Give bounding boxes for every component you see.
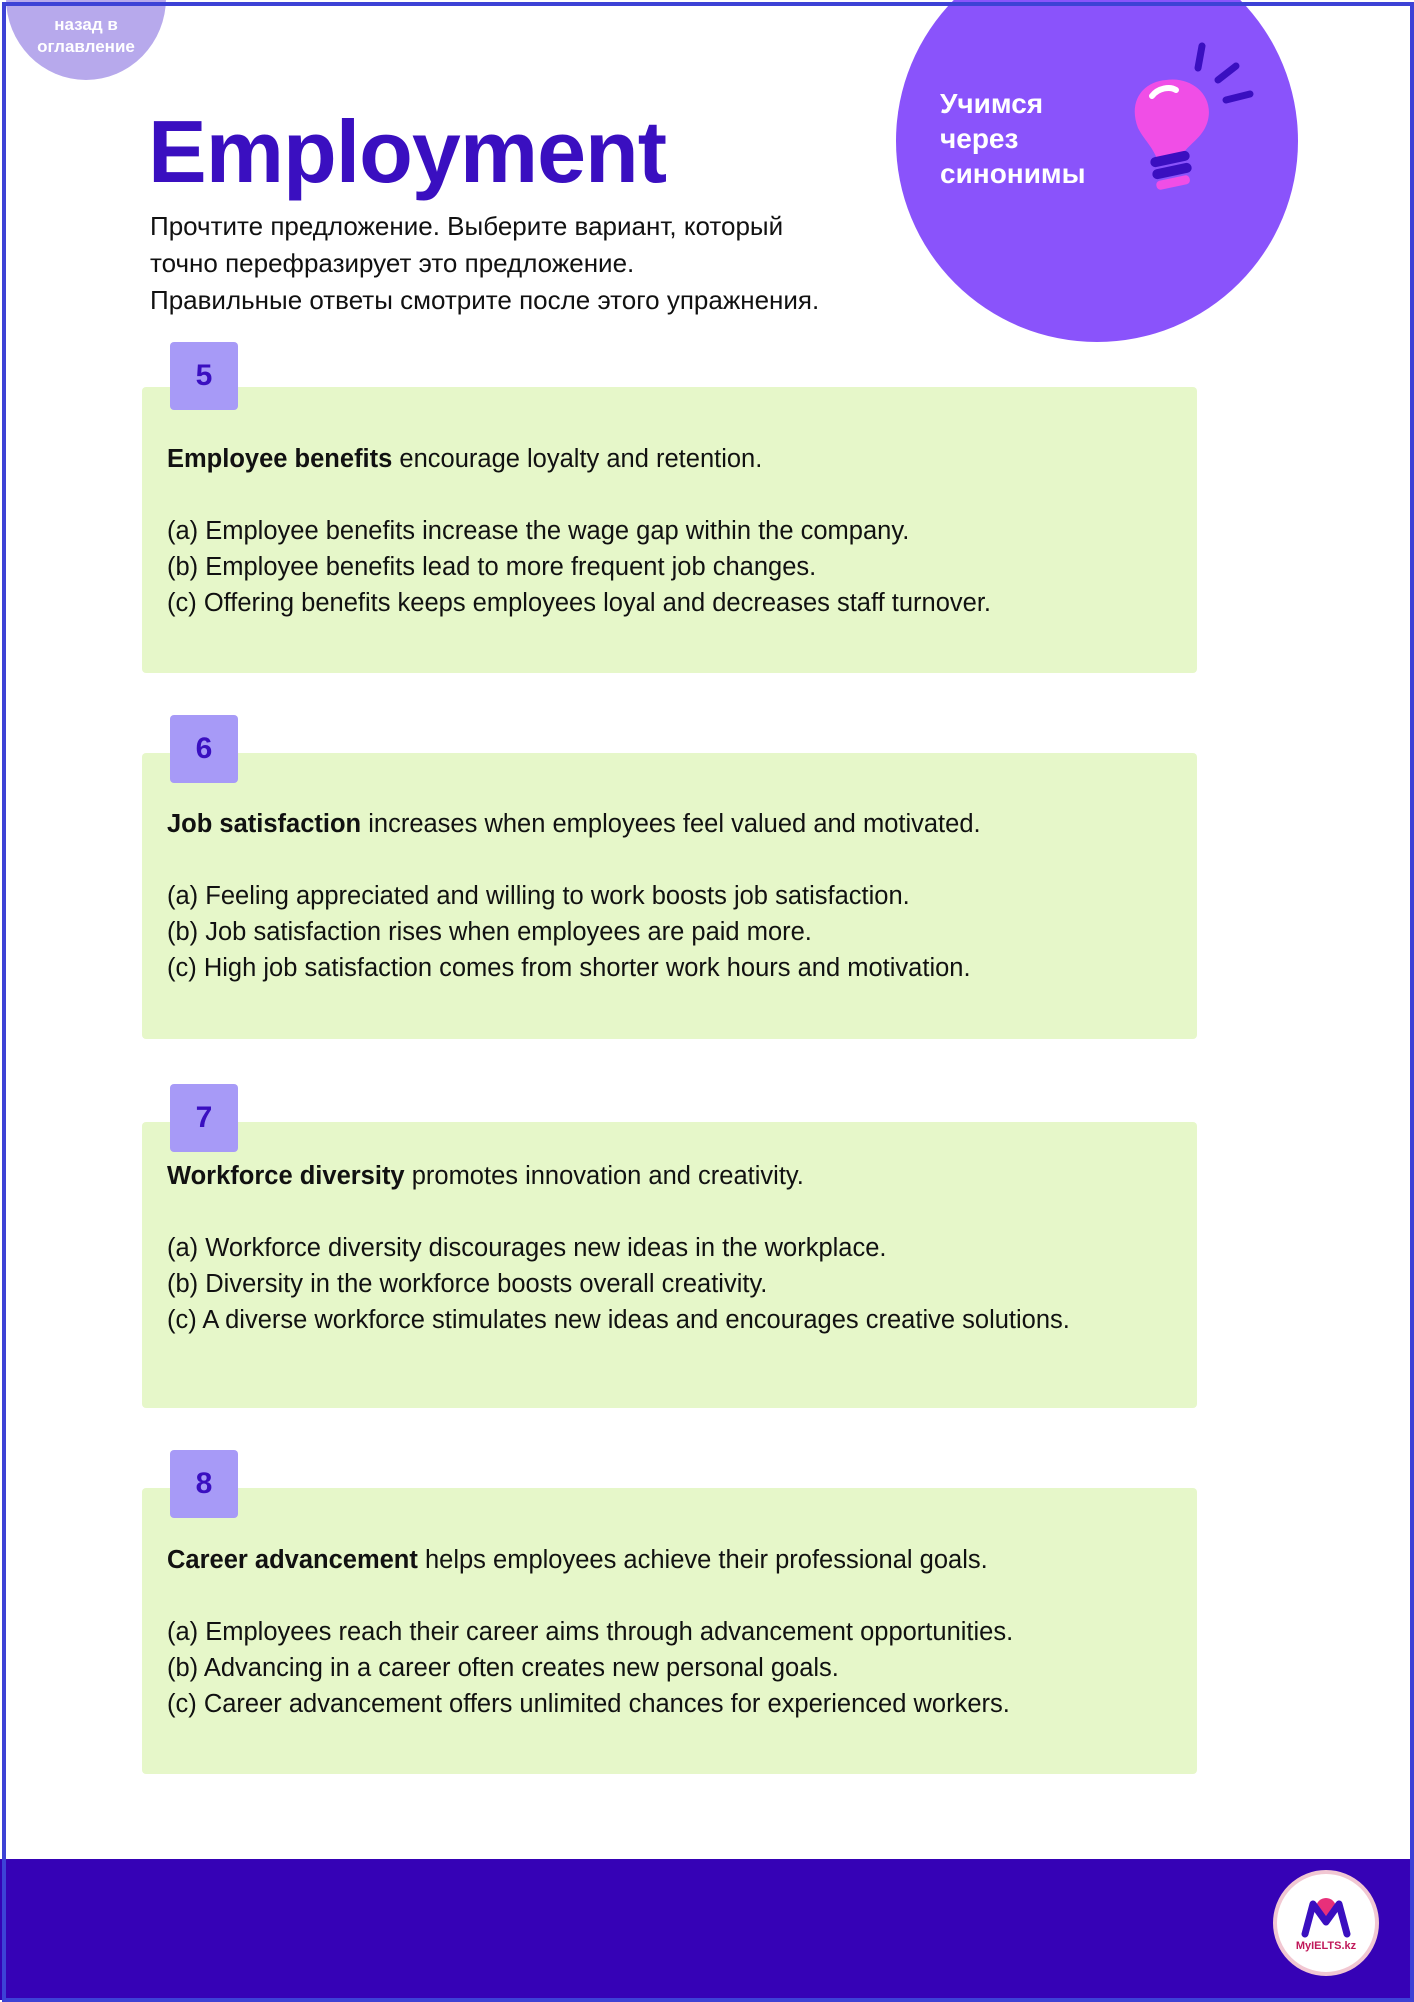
answer-option-b[interactable]: (b) Employee benefits lead to more frequent job changes. [167, 553, 817, 581]
question-body [167, 1542, 1177, 1722]
answer-option-a[interactable]: (a) Employees reach their career aims through advancement opportunities. [167, 1618, 1014, 1646]
promo-line-2: через [940, 123, 1019, 154]
lightbulb-icon [1114, 36, 1264, 206]
question-number-badge: 6 [170, 715, 238, 783]
instructions [150, 208, 910, 319]
question-keyword: Workforce diversity [167, 1162, 405, 1190]
back-to-contents-label: назад в оглавление [37, 15, 135, 56]
question-sentence-rest: promotes innovation and creativity. [404, 1162, 804, 1190]
answer-option-a[interactable]: (a) Employee benefits increase the wage gap within the company. [167, 517, 910, 545]
question-body [167, 806, 1177, 986]
brand-logo[interactable] [1273, 1870, 1379, 1976]
answer-option-b[interactable]: (b) Advancing in a career often creates new personal goals. [167, 1654, 839, 1682]
page-title: Employment [148, 102, 667, 201]
answer-option-c[interactable]: (c) High job satisfaction comes from shorter work hours and motivation. [167, 954, 971, 982]
question-body [167, 1158, 1177, 1338]
back-to-contents-button[interactable] [6, 0, 166, 80]
question-sentence-rest: increases when employees feel valued and motivated. [361, 810, 981, 838]
question-keyword: Career advancement [167, 1546, 418, 1574]
question-sentence [167, 1158, 1177, 1194]
question-sentence [167, 1542, 1177, 1578]
question-sentence-rest: helps employees achieve their professional goals. [417, 1546, 988, 1574]
answer-option-c[interactable]: (c) Career advancement offers unlimited chances for experienced workers. [167, 1690, 1010, 1718]
question-number-badge: 5 [170, 342, 238, 410]
promo-line-1: Учимся [940, 88, 1044, 119]
footer-bar [0, 1859, 1414, 2000]
answer-option-c[interactable]: (c) Offering benefits keeps employees loyal and decreases staff turnover. [167, 589, 992, 617]
logo-text: MyIELTS.kz [1295, 1940, 1357, 1952]
question-sentence-rest: encourage loyalty and retention. [392, 445, 763, 473]
question-sentence [167, 806, 1177, 842]
answer-option-b[interactable]: (b) Job satisfaction rises when employees are paid more. [167, 918, 812, 946]
question-body [167, 441, 1177, 621]
question-number-badge: 7 [170, 1084, 238, 1152]
answer-option-b[interactable]: (b) Diversity in the workforce boosts overall creativity. [167, 1270, 768, 1298]
instruction-line: Прочтите предложение. Выберите вариант, который [150, 211, 784, 241]
instruction-line: Правильные ответы смотрите после этого упражнения. [150, 285, 820, 315]
instruction-line: точно перефразирует это предложение. [150, 248, 635, 278]
logo-m-icon [1299, 1894, 1353, 1938]
answer-option-a[interactable]: (a) Workforce diversity discourages new ideas in the workplace. [167, 1234, 887, 1262]
question-sentence [167, 441, 1177, 477]
answer-option-c[interactable]: (c) A diverse workforce stimulates new ideas and encourages creative solutions. [167, 1306, 1070, 1334]
promo-text [940, 86, 1110, 191]
promo-line-3: синонимы [940, 158, 1086, 189]
question-keyword: Employee benefits [167, 445, 393, 473]
question-keyword: Job satisfaction [167, 810, 362, 838]
answer-option-a[interactable]: (a) Feeling appreciated and willing to work boosts job satisfaction. [167, 882, 910, 910]
question-number-badge: 8 [170, 1450, 238, 1518]
